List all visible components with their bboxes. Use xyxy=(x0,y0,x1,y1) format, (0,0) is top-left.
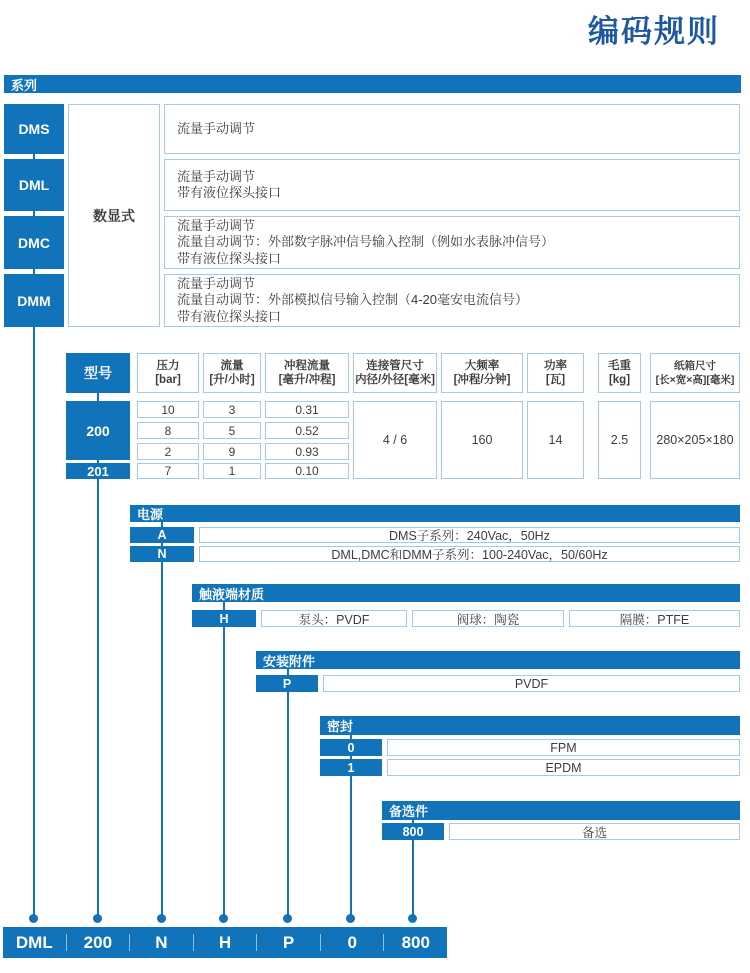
connector-dot xyxy=(219,914,228,923)
series-group-label: 数显式 xyxy=(68,104,160,327)
series-desc-dms xyxy=(164,104,740,154)
table-cell: 10 xyxy=(137,401,199,418)
shared-cell-power: 14 xyxy=(527,401,584,479)
desc-line: 流量手动调节 xyxy=(177,217,256,233)
seal-value-fpm: FPM xyxy=(387,739,740,756)
model-key-200: 200 xyxy=(66,401,130,460)
col-header-power xyxy=(527,353,584,393)
series-key-dms: DMS xyxy=(4,104,64,154)
table-cell: 3 xyxy=(203,401,261,418)
col-unit: [冲程/分钟] xyxy=(453,374,511,386)
table-cell: 8 xyxy=(137,422,199,439)
product-code-bar xyxy=(3,927,447,958)
col-label: 流量 xyxy=(220,360,244,372)
shared-cell-weight: 2.5 xyxy=(598,401,641,479)
series-desc-dmc xyxy=(164,216,740,269)
connector-line-mounting xyxy=(287,656,289,920)
desc-line: 带有液位探头接口 xyxy=(177,308,282,324)
table-cell: 7 xyxy=(137,463,199,479)
col-label: 大频率 xyxy=(464,360,500,372)
desc-line: 流量自动调节：外部数字脉冲信号输入控制（例如水表脉冲信号） xyxy=(177,234,555,250)
table-cell: 9 xyxy=(203,443,261,460)
col-label: 毛重 xyxy=(608,360,631,372)
power-value-a: DMS子系列：240Vac，50Hz xyxy=(199,527,740,543)
desc-line: 带有液位探头接口 xyxy=(177,185,282,200)
col-header-stroke-volume xyxy=(265,353,349,393)
series-key-dml: DML xyxy=(4,159,64,211)
material-cell-pump-head: 泵头：PVDF xyxy=(261,610,407,627)
series-key-dmm: DMM xyxy=(4,274,64,327)
col-unit: [毫升/冲程] xyxy=(278,374,336,386)
col-unit: 内径/外径[毫米] xyxy=(355,374,435,386)
model-key-201: 201 xyxy=(66,463,130,479)
connector-dot xyxy=(93,914,102,923)
col-unit: [瓦] xyxy=(545,374,566,386)
table-cell: 5 xyxy=(203,422,261,439)
power-key-a: A xyxy=(130,527,194,543)
code-segment-options: 800 xyxy=(401,932,430,952)
connector-dot xyxy=(29,914,38,923)
col-label: 连接管尺寸 xyxy=(366,360,424,372)
desc-line: 流量手动调节 xyxy=(177,120,256,136)
model-table-key-header: 型号 xyxy=(66,353,130,393)
code-segment-mounting: P xyxy=(282,932,295,952)
table-cell: 0.31 xyxy=(265,401,349,418)
col-header-pipe-size xyxy=(353,353,437,393)
series-desc-dml xyxy=(164,159,740,211)
options-value: 备选 xyxy=(449,823,740,840)
connector-dot xyxy=(346,914,355,923)
mounting-section-header: 安装附件 xyxy=(256,651,740,669)
seal-section-header: 密封 xyxy=(320,716,740,735)
connector-line-material xyxy=(223,590,225,920)
power-value-n: DML,DMC和DMM子系列：100-240Vac，50/60Hz xyxy=(199,546,740,562)
table-cell: 0.10 xyxy=(265,463,349,479)
col-unit: [kg] xyxy=(608,374,631,386)
col-unit: [长×宽×高][毫米] xyxy=(655,374,735,386)
desc-line: 流量手动调节 xyxy=(177,275,256,291)
col-label: 功率 xyxy=(544,360,567,372)
code-segment-power: N xyxy=(155,932,168,952)
mounting-key-p: P xyxy=(256,675,318,692)
col-label: 压力 xyxy=(156,360,180,372)
desc-line: 流量手动调节 xyxy=(177,168,256,184)
col-header-pressure xyxy=(137,353,199,393)
code-segment-series: DML xyxy=(15,932,53,952)
col-unit: [升/小时] xyxy=(209,374,255,386)
shared-cell-max-frequency: 160 xyxy=(441,401,523,479)
series-key-dmc: DMC xyxy=(4,216,64,269)
code-segment-seal: 0 xyxy=(347,932,357,952)
connector-dot xyxy=(283,914,292,923)
desc-line: 带有液位探头接口 xyxy=(177,250,282,266)
col-unit: [bar] xyxy=(155,374,181,386)
col-label: 纸箱尺寸 xyxy=(674,360,716,372)
connector-dot xyxy=(157,914,166,923)
seal-value-epdm: EPDM xyxy=(387,759,740,776)
desc-line: 流量自动调节：外部模拟信号输入控制（4-20毫安电流信号） xyxy=(177,292,529,308)
code-segment-model: 200 xyxy=(83,932,113,952)
material-key-h: H xyxy=(192,610,256,627)
table-cell: 0.52 xyxy=(265,422,349,439)
col-header-flow xyxy=(203,353,261,393)
page-title: 编码规则 xyxy=(588,14,720,49)
series-section-header: 系列 xyxy=(4,75,741,93)
shared-cell-carton: 280×205×180 xyxy=(650,401,740,479)
col-header-carton xyxy=(650,353,740,393)
table-cell: 2 xyxy=(137,443,199,460)
material-section-header: 触液端材质 xyxy=(192,584,740,602)
material-cell-valve-ball: 阀球：陶瓷 xyxy=(412,610,564,627)
table-cell: 0.93 xyxy=(265,443,349,460)
material-cell-diaphragm: 隔膜：PTFE xyxy=(569,610,740,627)
col-header-max-frequency xyxy=(441,353,523,393)
power-section-header: 电源 xyxy=(130,505,740,522)
connector-line-power xyxy=(161,512,163,920)
col-label: 冲程流量 xyxy=(284,360,330,372)
power-key-n: N xyxy=(130,546,194,562)
seal-key-1: 1 xyxy=(320,759,382,776)
seal-key-0: 0 xyxy=(320,739,382,756)
series-desc-dmm xyxy=(164,274,740,327)
mounting-value: PVDF xyxy=(323,675,740,692)
options-key-800: 800 xyxy=(382,823,444,840)
connector-dot xyxy=(408,914,417,923)
options-section-header: 备选件 xyxy=(382,801,740,820)
code-segment-material: H xyxy=(218,932,232,952)
table-cell: 1 xyxy=(203,463,261,479)
col-header-weight xyxy=(598,353,641,393)
shared-cell-pipe-size: 4 / 6 xyxy=(353,401,437,479)
